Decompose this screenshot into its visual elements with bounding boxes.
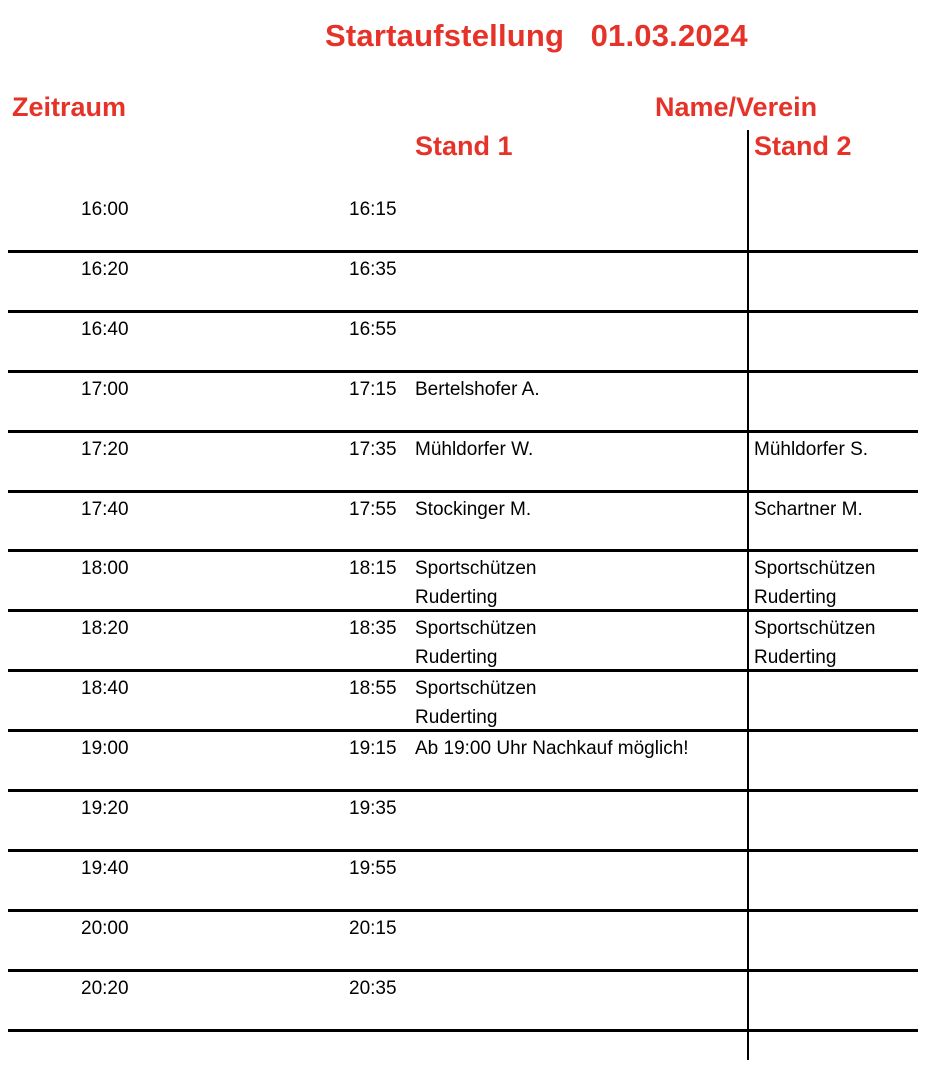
stand-1-line: Ab 19:00 Uhr Nachkauf möglich!	[415, 738, 689, 760]
end-time: 19:55	[349, 857, 397, 879]
table-row	[0, 910, 944, 970]
start-time: 17:40	[81, 498, 129, 520]
stand-2-line: Mühldorfer S.	[754, 438, 869, 460]
table-row	[0, 790, 944, 850]
start-time: 20:00	[81, 917, 129, 939]
start-time: 17:20	[81, 438, 129, 460]
end-time: 18:35	[349, 618, 397, 640]
stand-2-entry	[754, 435, 868, 464]
stand-1-entry	[415, 375, 540, 404]
stand-1-entry	[415, 435, 533, 464]
start-time: 18:20	[81, 618, 129, 640]
end-time: 19:35	[349, 798, 397, 819]
start-time: 16:20	[81, 258, 129, 280]
end-time: 18:15	[349, 558, 397, 580]
start-time: 18:40	[81, 678, 129, 700]
end-time: 20:35	[349, 977, 397, 999]
table-row	[0, 730, 944, 790]
stand-2-line: Ruderting	[754, 587, 837, 609]
start-time: 19:20	[81, 798, 129, 819]
stand-2-line: Sportschützen	[754, 618, 876, 640]
stand-1-line: Stockinger M.	[415, 498, 532, 520]
stand-2-entry	[754, 554, 875, 612]
stand-1-line: Ruderting	[415, 647, 498, 669]
table-row	[0, 970, 944, 1030]
table-row	[0, 610, 944, 670]
start-time: 19:40	[81, 857, 129, 879]
stand-2-entry	[754, 495, 863, 524]
stand-2-line: Schartner M.	[754, 498, 863, 520]
header-name-verein: Name/Verein	[655, 92, 818, 122]
table-row	[0, 491, 944, 551]
stand-1-entry	[415, 495, 531, 524]
header-stand-2: Stand 2	[754, 131, 852, 161]
start-time: 20:20	[81, 977, 129, 999]
end-time: 17:55	[349, 498, 397, 520]
start-time: 16:00	[81, 199, 129, 220]
header-stand-1: Stand 1	[415, 131, 513, 161]
stand-1-line: Sportschützen	[415, 618, 537, 640]
stand-2-line: Sportschützen	[754, 558, 876, 580]
table-row	[0, 251, 944, 311]
end-time: 16:35	[349, 258, 397, 280]
table-row	[0, 191, 944, 251]
stand-1-line: Mühldorfer W.	[415, 438, 534, 460]
end-time: 20:15	[349, 917, 397, 939]
table-row	[0, 850, 944, 910]
header-zeitraum: Zeitraum	[12, 92, 127, 122]
start-time: 19:00	[81, 738, 129, 760]
stand-1-entry	[415, 614, 536, 672]
end-time: 16:15	[349, 199, 397, 220]
table-row	[0, 670, 944, 730]
table-row	[0, 371, 944, 431]
table-row	[0, 550, 944, 610]
start-time: 17:00	[81, 378, 129, 400]
end-time: 17:15	[349, 378, 397, 400]
page-title: Startaufstellung 01.03.2024	[325, 18, 748, 53]
stand-1-line: Sportschützen	[415, 558, 537, 580]
table-row	[0, 431, 944, 491]
start-time: 16:40	[81, 318, 129, 340]
stand-2-line: Ruderting	[754, 647, 837, 669]
end-time: 18:55	[349, 678, 397, 700]
stand-1-entry	[415, 674, 536, 732]
start-time: 18:00	[81, 558, 129, 580]
stand-1-entry	[415, 734, 689, 763]
stand-1-entry	[415, 554, 536, 612]
stand-1-line: Ruderting	[415, 587, 498, 609]
end-time: 17:35	[349, 438, 397, 460]
stand-1-line: Sportschützen	[415, 678, 537, 700]
row-separator	[8, 1029, 918, 1032]
stand-1-line: Ruderting	[415, 707, 498, 729]
table-row	[0, 311, 944, 371]
stand-1-line: Bertelshofer A.	[415, 378, 540, 400]
end-time: 16:55	[349, 318, 397, 340]
stand-2-entry	[754, 614, 875, 672]
end-time: 19:15	[349, 738, 397, 760]
